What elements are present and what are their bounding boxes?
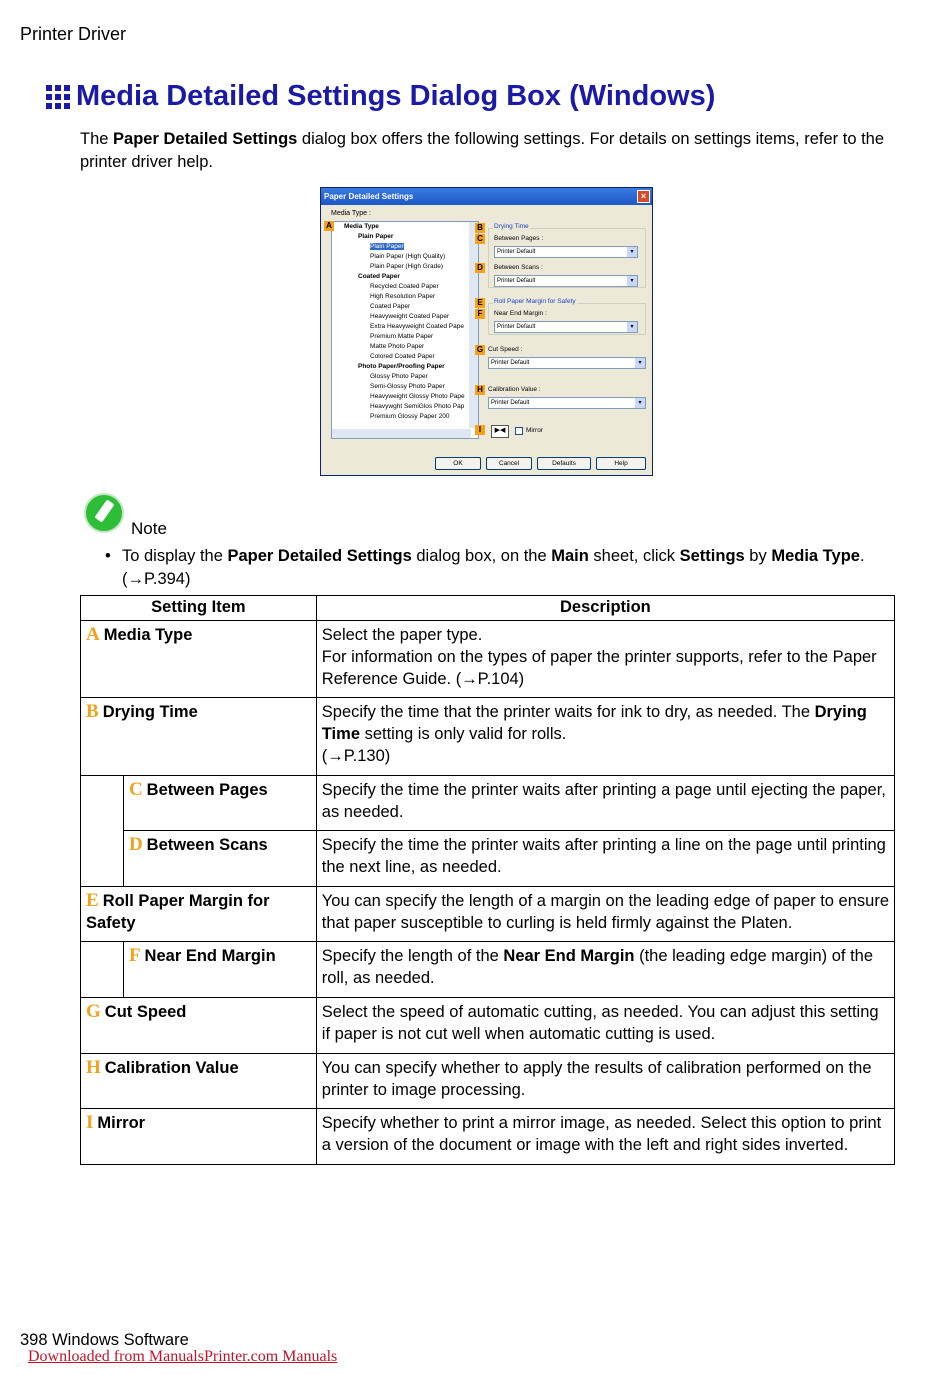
cut-speed-select[interactable]: Printer Default ▾ [488, 357, 646, 369]
chevron-down-icon: ▾ [627, 322, 637, 332]
setting-description: Specify the time the printer waits after printing a line on the page until printing the next line, as needed. [316, 831, 894, 887]
tree-item[interactable]: Glossy Photo Paper [370, 373, 428, 380]
setting-item: C Between Pages [123, 776, 316, 831]
section-heading [46, 80, 715, 113]
near-end-label: Near End Margin : [494, 310, 547, 317]
callout-h: H [475, 385, 485, 395]
chevron-down-icon: ▾ [627, 247, 637, 257]
tree-item-selected[interactable]: Plain Paper [370, 243, 404, 250]
setting-description: Specify the length of the Near End Margin (the leading edge margin) of the roll, as needed. [316, 942, 894, 998]
between-pages-label: Between Pages : [494, 235, 544, 242]
table-row [81, 698, 895, 776]
indent-cell [81, 942, 124, 998]
roll-margin-label: Roll Paper Margin for Safety [494, 298, 576, 305]
download-link[interactable]: Downloaded from ManualsPrinter.com Manuals [28, 1348, 338, 1365]
setting-item: I Mirror [81, 1109, 317, 1165]
setting-item: F Near End Margin [123, 942, 316, 998]
callout-a: A [324, 221, 334, 231]
tree-item[interactable]: Plain Paper (High Grade) [370, 263, 443, 270]
settings-table [80, 595, 895, 1165]
setting-description: Select the speed of automatic cutting, as needed. You can adjust this setting if paper is not cut well when automatic cutting is used. [316, 998, 894, 1054]
tree-item[interactable]: High Resolution Paper [370, 293, 436, 300]
drying-time-label: Drying Time [494, 223, 529, 230]
tree-item[interactable]: Recycled Coated Paper [370, 283, 439, 290]
between-scans-select[interactable]: Printer Default ▾ [494, 275, 638, 287]
tree-item[interactable]: Coated Paper [370, 303, 411, 310]
callout-d: D [475, 263, 485, 273]
near-end-select[interactable]: Printer Default ▾ [494, 321, 638, 333]
tree-item[interactable]: Photo Paper/Proofing Paper [358, 363, 445, 370]
tree-item[interactable]: Matte Photo Paper [370, 343, 425, 350]
setting-item: B Drying Time [81, 698, 317, 776]
cut-speed-label: Cut Speed : [488, 346, 523, 353]
chevron-down-icon: ▾ [635, 358, 645, 368]
mirror-preview-icon: ▶◀ [491, 425, 509, 438]
between-pages-select[interactable]: Printer Default ▾ [494, 246, 638, 258]
grid-icon [46, 85, 70, 109]
media-type-tree[interactable] [331, 221, 479, 439]
table-row [81, 998, 895, 1054]
setting-item: A Media Type [81, 621, 317, 698]
setting-description: Select the paper type. For information on the types of paper the printer supports, refer to the Paper Reference Guide. (→P.104) [316, 621, 894, 698]
defaults-button[interactable]: Defaults [537, 457, 591, 470]
running-header: Printer Driver [20, 24, 127, 44]
close-icon[interactable]: × [637, 190, 650, 203]
tree-item[interactable]: Premium Matte Paper [370, 333, 434, 340]
calibration-label: Calibration Value : [488, 386, 541, 393]
between-scans-label: Between Scans : [494, 264, 543, 271]
tree-vertical-scrollbar[interactable] [469, 222, 478, 428]
setting-description: Specify the time the printer waits after printing a page until ejecting the paper, as needed. [316, 776, 894, 831]
calibration-select[interactable]: Printer Default ▾ [488, 397, 646, 409]
tree-item[interactable]: Plain Paper [358, 233, 394, 240]
setting-item: H Calibration Value [81, 1054, 317, 1109]
setting-item: D Between Scans [123, 831, 316, 887]
table-row [81, 1054, 895, 1109]
page-title: Media Detailed Settings Dialog Box (Windows) [76, 80, 716, 112]
tree-item[interactable]: Heavywght SemiGlos Photo Pap [370, 403, 465, 410]
callout-b: B [475, 223, 485, 233]
setting-description: Specify the time that the printer waits for ink to dry, as needed. The Drying Time setting is only valid for rolls. (→P.130) [316, 698, 894, 776]
ok-button[interactable]: OK [435, 457, 481, 470]
chevron-down-icon: ▾ [627, 276, 637, 286]
setting-description: Specify whether to print a mirror image, as needed. Select this option to print a version of the document or image with the left and right sides inverted. [316, 1109, 894, 1165]
table-row [81, 776, 895, 831]
cancel-button[interactable]: Cancel [486, 457, 532, 470]
mirror-checkbox[interactable] [515, 427, 523, 435]
tree-item[interactable]: Colored Coated Paper [370, 353, 435, 360]
paper-detailed-settings-dialog [320, 187, 653, 476]
note-pencil-icon [84, 493, 124, 533]
callout-i: I [475, 425, 485, 435]
callout-e: E [475, 298, 485, 308]
page-footer: 398 Windows Software [20, 1331, 189, 1349]
tree-item[interactable]: Heavyweight Glossy Photo Pape [370, 393, 465, 400]
table-row [81, 887, 895, 942]
table-row [81, 942, 895, 998]
setting-item: G Cut Speed [81, 998, 317, 1054]
help-button[interactable]: Help [596, 457, 646, 470]
note-bullet: • To display the Paper Detailed Settings dialog box, on the Main sheet, click Settings by Media Type. (→P.394) [105, 547, 865, 588]
chevron-down-icon: ▾ [635, 398, 645, 408]
table-header-row [81, 596, 895, 621]
table-row [81, 621, 895, 698]
tree-item[interactable]: Plain Paper (High Quality) [370, 253, 446, 260]
mirror-label: Mirror [526, 427, 543, 434]
tree-item[interactable]: Semi-Glossy Photo Paper [370, 383, 445, 390]
dialog-title-bar: Paper Detailed Settings × [321, 188, 652, 205]
tree-item[interactable]: Coated Paper [358, 273, 400, 280]
note-label: Note [131, 519, 167, 538]
tree-item[interactable]: Extra Heavyweight Coated Pape [370, 323, 464, 330]
tree-horizontal-scrollbar[interactable] [332, 429, 471, 438]
setting-item: E Roll Paper Margin for Safety [81, 887, 317, 942]
table-row [81, 831, 895, 887]
column-header: Description [316, 596, 894, 621]
column-header: Setting Item [81, 596, 317, 621]
setting-description: You can specify the length of a margin on the leading edge of paper to ensure that paper susceptible to curling is held firmly against the Platen. [316, 887, 894, 942]
media-type-label: Media Type : [331, 210, 371, 217]
callout-f: F [475, 309, 485, 319]
intro-paragraph: The Paper Detailed Settings dialog box offers the following settings. For details on settings items, refer to the printer driver help. [80, 130, 885, 171]
tree-item[interactable]: Media Type [344, 223, 379, 230]
tree-item[interactable]: Premium Glossy Paper 200 [370, 413, 450, 420]
callout-c: C [475, 234, 485, 244]
callout-g: G [476, 345, 484, 354]
setting-description: You can specify whether to apply the results of calibration performed on the printer to image processing. [316, 1054, 894, 1109]
tree-item[interactable]: Heavyweight Coated Paper [370, 313, 450, 320]
table-row [81, 1109, 895, 1165]
indent-cell [81, 776, 124, 887]
